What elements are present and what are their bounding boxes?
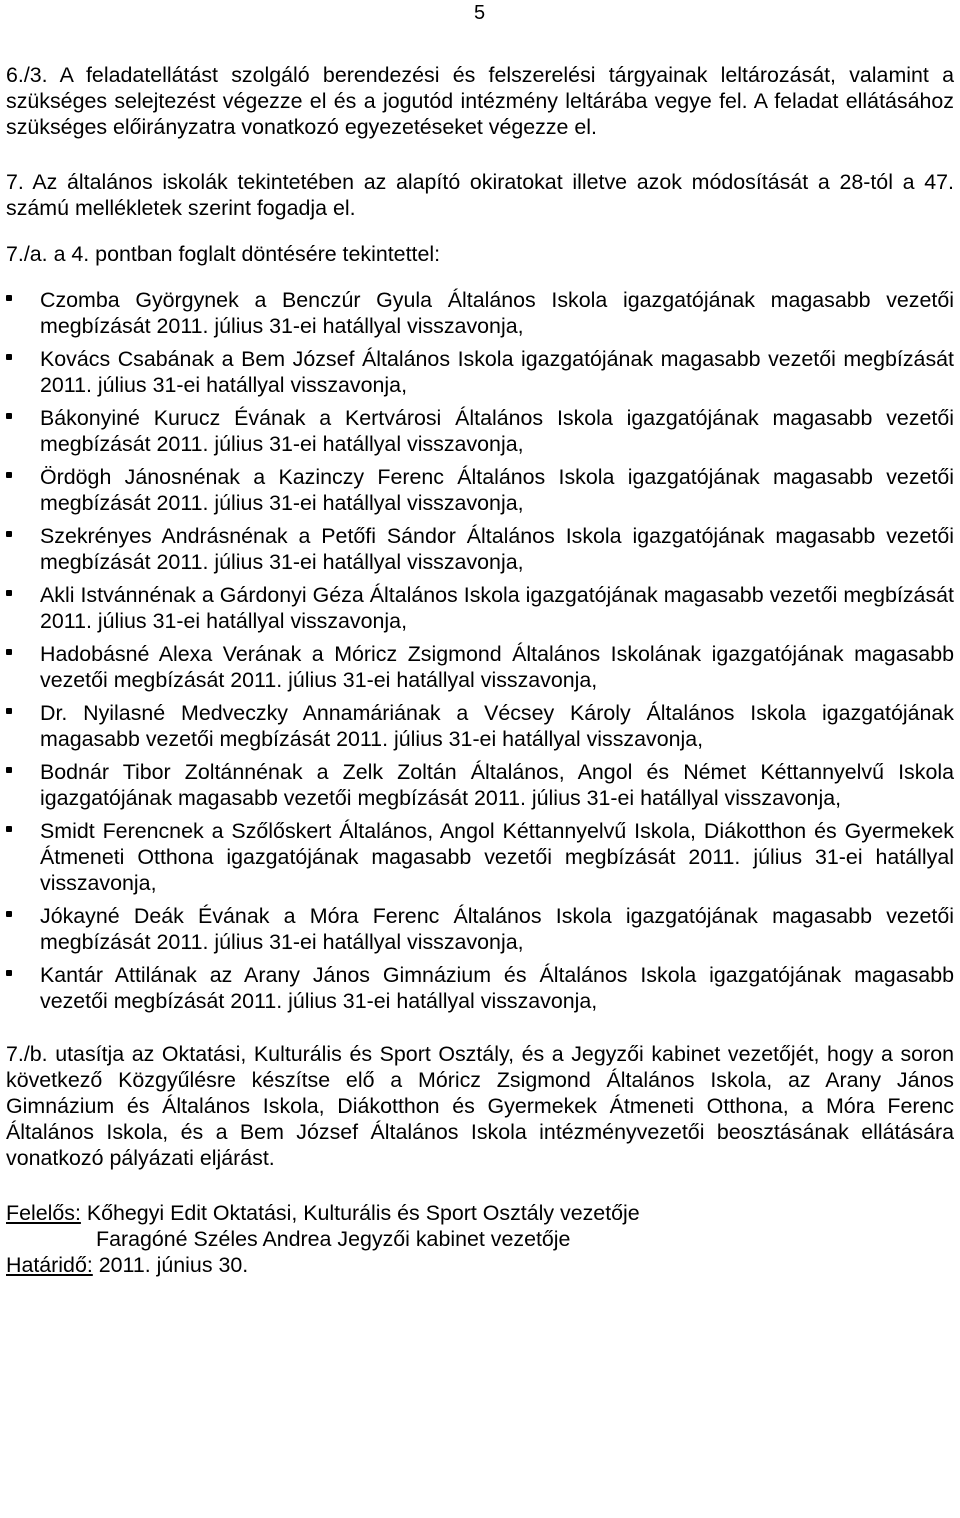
paragraph-7b: 7./b. utasítja az Oktatási, Kulturális és Sport Osztály, és a Jegyzői kabinet vezetőjét, hogy a soron következő Közgyűlésre készítse elő a Móricz Zsigmond Általános Iskola, az Arany János Gimnázium és Általános Iskola, Diákotthon és Gyermekek Átmeneti Otthona, a Móra Ferenc Általános Iskola, és a Bem József Általános Iskola intézményvezetői beosztásának ellátására vonatkozó pályázati eljárást. bbox=[6, 1042, 954, 1170]
list-item: Hadobásné Alexa Verának a Móricz Zsigmond Általános Iskolának igazgatójának magasabb vezetői megbízását 2011. július 31-ei hatállyal visszavonja, bbox=[6, 641, 954, 693]
list-item: Jókayné Deák Évának a Móra Ferenc Általános Iskola igazgatójának magasabb vezetői megbízását 2011. július 31-ei hatállyal visszavonja, bbox=[6, 903, 954, 955]
list-item: Bákonyiné Kurucz Évának a Kertvárosi Általános Iskola igazgatójának magasabb vezetői megbízását 2011. július 31-ei hatállyal visszavonja, bbox=[6, 405, 954, 457]
deadline-value: 2011. június 30. bbox=[92, 1253, 249, 1277]
bullet-icon bbox=[6, 708, 12, 714]
page-number: 5 bbox=[474, 2, 486, 24]
list-item: Smidt Ferencnek a Szőlőskert Általános, Angol Kéttannyelvű Iskola, Diákotthon és Gyermekek Átmeneti Otthona igazgatójának magasabb vezetői megbízását 2011. július 31-ei hatállyal visszavonja, bbox=[6, 818, 954, 896]
responsible-person-2: Faragóné Széles Andrea Jegyzői kabinet vezetője bbox=[96, 1227, 571, 1251]
list-item: Dr. Nyilasné Medveczky Annamáriának a Vécsey Károly Általános Iskola igazgatójának magasabb vezetői megbízását 2011. július 31-ei hatállyal visszavonja, bbox=[6, 700, 954, 752]
document-body bbox=[6, 62, 954, 1278]
bullet-icon bbox=[6, 413, 12, 419]
deadline-label: Határidő: bbox=[6, 1253, 93, 1277]
list-item: Ördögh Jánosnénak a Kazinczy Ferenc Általános Iskola igazgatójának magasabb vezetői megbízását 2011. július 31-ei hatállyal visszavonja, bbox=[6, 464, 954, 516]
list-item: Bodnár Tibor Zoltánnénak a Zelk Zoltán Általános, Angol és Német Kéttannyelvű Iskola igazgatójának magasabb vezetői megbízását 2011. július 31-ei hatállyal visszavonja, bbox=[6, 759, 954, 811]
bullet-icon bbox=[6, 911, 12, 917]
bullet-icon bbox=[6, 354, 12, 360]
list-item: Kovács Csabának a Bem József Általános Iskola igazgatójának magasabb vezetői megbízását 2011. július 31-ei hatállyal visszavonja, bbox=[6, 346, 954, 398]
responsible-label: Felelős: bbox=[6, 1201, 81, 1225]
paragraph-7: 7. Az általános iskolák tekintetében az alapító okiratokat illetve azok módosítását a 28-tól a 47. számú mellékletek szerint fogadja el. bbox=[6, 170, 954, 220]
bullet-icon bbox=[6, 649, 12, 655]
bullet-icon bbox=[6, 970, 12, 976]
bullet-icon bbox=[6, 472, 12, 478]
bullet-icon bbox=[6, 767, 12, 773]
bullet-icon bbox=[6, 295, 12, 301]
list-item: Czomba Györgynek a Benczúr Gyula Általános Iskola igazgatójának magasabb vezetői megbízását 2011. július 31-ei hatállyal visszavonja, bbox=[6, 287, 954, 339]
list-item: Kantár Attilának az Arany János Gimnázium és Általános Iskola igazgatójának magasabb vezetői megbízását 2011. július 31-ei hatállyal visszavonja, bbox=[6, 962, 954, 1014]
paragraph-7a: 7./a. a 4. pontban foglalt döntésére tekintettel: bbox=[6, 242, 441, 266]
responsible-person-1: Kőhegyi Edit Oktatási, Kulturális és Sport Osztály vezetője bbox=[80, 1201, 640, 1225]
bullet-icon bbox=[6, 590, 12, 596]
revocation-list bbox=[6, 287, 954, 1014]
bullet-icon bbox=[6, 531, 12, 537]
deadline-line bbox=[6, 1252, 954, 1278]
list-item: Akli Istvánnénak a Gárdonyi Géza Általános Iskola igazgatójának magasabb vezetői megbízását 2011. július 31-ei hatállyal visszavonja, bbox=[6, 582, 954, 634]
bullet-icon bbox=[6, 826, 12, 832]
paragraph-6-3: 6./3. A feladatellátást szolgáló berendezési és felszerelési tárgyainak leltározását, valamint a szükséges selejtezést végezze el és a jogutód intézmény leltárába vegye fel. A feladat ellátásához szükséges előirányzatra vonatkozó egyezetéseket végezze el. bbox=[6, 63, 954, 139]
list-item: Szekrényes Andrásnénak a Petőfi Sándor Általános Iskola igazgatójának magasabb vezetői megbízását 2011. július 31-ei hatállyal visszavonja, bbox=[6, 523, 954, 575]
responsible-line bbox=[6, 1200, 954, 1226]
